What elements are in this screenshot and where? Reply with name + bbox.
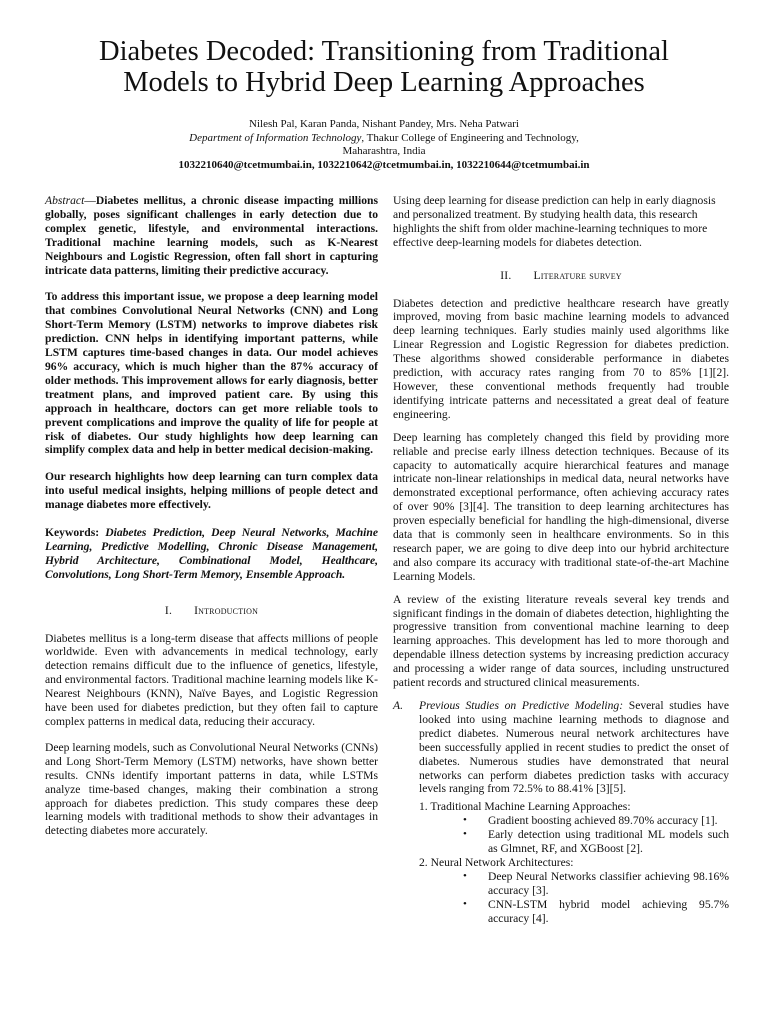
right-column [393,194,729,926]
bullet-text: Early detection using traditional ML models such as Glmnet, RF, and XGBoost [2]. [488,828,729,856]
location: Maharashtra, India [342,145,426,157]
section-number: II. [500,268,512,282]
literature-paragraph-1: Diabetes detection and predictive healthcare research have greatly improved, moving from basic machine learning models to advanced deep learning techniques. Early studies mainly used algorithms like Linear Regression and Logistic Regression for diabetes prediction. These algorithms showed considerable performance in diabetes prediction, with accuracy rates ranging from 70 to 85% [1][2]. However, these conventional methods frequently had trouble identifying intricate patterns and necessitated a great deal of feature engineering. [393,296,729,421]
section-title: Introduction [194,603,259,617]
subsection-title: Previous Studies on Predictive Modeling: [419,699,624,712]
literature-paragraph-3: A review of the existing literature reveals several key trends and significant findings in the domain of diabetes detection, highlighting the progressive transition from conventional machine learning to deep learning approaches. This development has led to more thorough and dependable illness detection systems by increasing prediction accuracy and processing a wider range of data sources, including unstructured patient records and structured clinical measurements. [393,592,729,690]
introduction-paragraph-2: Deep learning models, such as Convolutional Neural Networks (CNNs) and Long Short-Term Memory (LSTM) networks, have shown better results. CNNs identify important patterns in data, while LSTMs analyze time-based changes, making their combination a strong approach for diabetes prediction. This study compares these deep learning models with traditional methods to show their advantages in detecting diabetes more accurately. [45,740,378,838]
introduction-paragraph-3: Using deep learning for disease prediction can help in early diagnosis and personalized treatment. By studying health data, this research highlights the shift from older machine-learning techniques to more effective deep-learning models for diabetes detection. [393,194,716,249]
list-item-label: 2. Neural Network Architectures: [419,855,574,869]
department-name: Department of Information Technology [189,131,362,144]
bullet-item [463,814,729,828]
left-column [45,194,378,847]
keywords-label: Keywords: [45,526,100,540]
literature-paragraph-2: Deep learning has completely changed this field by providing more reliable and precise early illness detection techniques. Because of its capacity to automatically acquire hierarchical features and manage intricate non-linear relationships in medical data, neural networks have demonstrated exceptional performance, often achieving accuracy rates of over 90% [3][4]. The transition to deep learning architectures has proven especially beneficial for handling the high-dimensional, diverse data that is commonly seen in healthcare environments. So in this research paper, we are going to dive deep into our hybrid architecture and also compare its accuracy with traditional state-of-the-art Machine Learning Models. [393,430,729,583]
paper-title [40,36,728,98]
bullet-text: CNN-LSTM hybrid model achieving 95.7% accuracy [4]. [488,897,729,925]
keywords [45,526,378,582]
keywords-text: Diabetes Prediction, Deep Neural Networks, Machine Learning, Predictive Modelling, Chronic Disease Management, Hybrid Architecture, Combinational Model, Healthcare, Convolutions, Long Short-Term Memory, Ensemble Approach. [45,526,378,581]
subsection-previous-studies [393,699,729,796]
affiliation-line [60,132,708,146]
title-line-2: Models to Hybrid Deep Learning Approaches [123,67,645,98]
introduction-paragraph-1: Diabetes mellitus is a long-term disease that affects millions of people worldwide. Even with advancements in medical technology, early detection remains difficult due to the influence of genetics, lifestyle, and environmental factors. Traditional machine learning models like K-Nearest Neighbours (KNN), Naïve Bayes, and Logistic Regression have been used for diabetes prediction, but they often fail to capture complex patterns in medical data, reducing their accuracy. [45,631,378,728]
bullet-icon: • [463,814,467,827]
bullet-item [463,898,729,926]
subsection-text: Several studies have looked into using machine learning methods to diagnose and predict diabetes. Numerous neural network architectures have been successfully applied in recent studies to predict the onset of diabetes. Numerous studies have demonstrated that neural networks can perform diabetes prediction tasks with accuracy levels ranging from 72.5% to 88.41% [3][5]. [419,699,729,796]
bullet-text: Deep Neural Networks classifier achieving 98.16% accuracy [3]. [488,869,729,897]
bullet-icon: • [463,828,467,841]
list-item-label: 1. Traditional Machine Learning Approaches: [419,800,631,814]
abstract-text-1: Diabetes mellitus, a chronic disease impacting millions globally, poses significant challenges in early detection due to complex genetic, lifestyle, and environmental interactions. Traditional machine learning models, such as K-Nearest Neighbours and Logistic Regression, often fall short in capturing intricate data patterns, limiting their predictive accuracy. [45,194,378,277]
abstract-paragraph-1 [45,194,378,277]
section-title: Literature survey [533,268,622,282]
author-names: Nilesh Pal, Karan Panda, Nishant Pandey, Mrs. Neha Patwari [249,118,519,130]
list-item [419,800,729,856]
bullet-icon: • [463,869,467,882]
author-block [60,118,708,172]
institution-name: , Thakur College of Engineering and Technology, [361,131,579,144]
list-item [419,856,729,926]
bullet-item [463,828,729,856]
section-number: I. [164,603,173,617]
subsection-label: A. [393,699,403,712]
title-line-1: Diabetes Decoded: Transitioning from Traditional [99,36,669,67]
section-heading-introduction [45,604,378,618]
author-emails: 1032210640@tcetmumbai.in, 1032210642@tcetmumbai.in, 1032210644@tcetmumbai.in [178,158,590,171]
bullet-item [463,870,729,898]
abstract-paragraph-3: Our research highlights how deep learning can turn complex data into useful medical insights, helping millions of people detect and manage diabetes more effectively. [45,470,378,512]
abstract-dash: — [84,194,96,207]
subsection-body [419,699,729,796]
approaches-list [419,800,729,925]
section-heading-literature-survey [393,269,729,283]
bullet-list [419,814,729,856]
bullet-text: Gradient boosting achieved 89.70% accuracy [1]. [488,814,718,828]
bullet-list [419,870,729,926]
bullet-icon: • [463,897,467,910]
abstract-label: Abstract [45,194,85,207]
abstract-paragraph-2: To address this important issue, we propose a deep learning model that combines Convolutional Neural Networks (CNN) and Long Short-Term Memory (LSTM) networks to improve diabetes risk prediction. CNN helps in identifying important patterns, while LSTM captures time-based changes in data. Our model achieves 96% accuracy, which is much higher than the 87% accuracy of older methods. This improvement allows for early diagnosis, better treatment plans, and improved patient care. By using this approach in healthcare, doctors can get more reliable tools to prevent complications and improve the quality of life for people at risk of diabetes. Our study highlights how deep learning can simplify complex data and help in better medical decision-making. [45,290,378,457]
